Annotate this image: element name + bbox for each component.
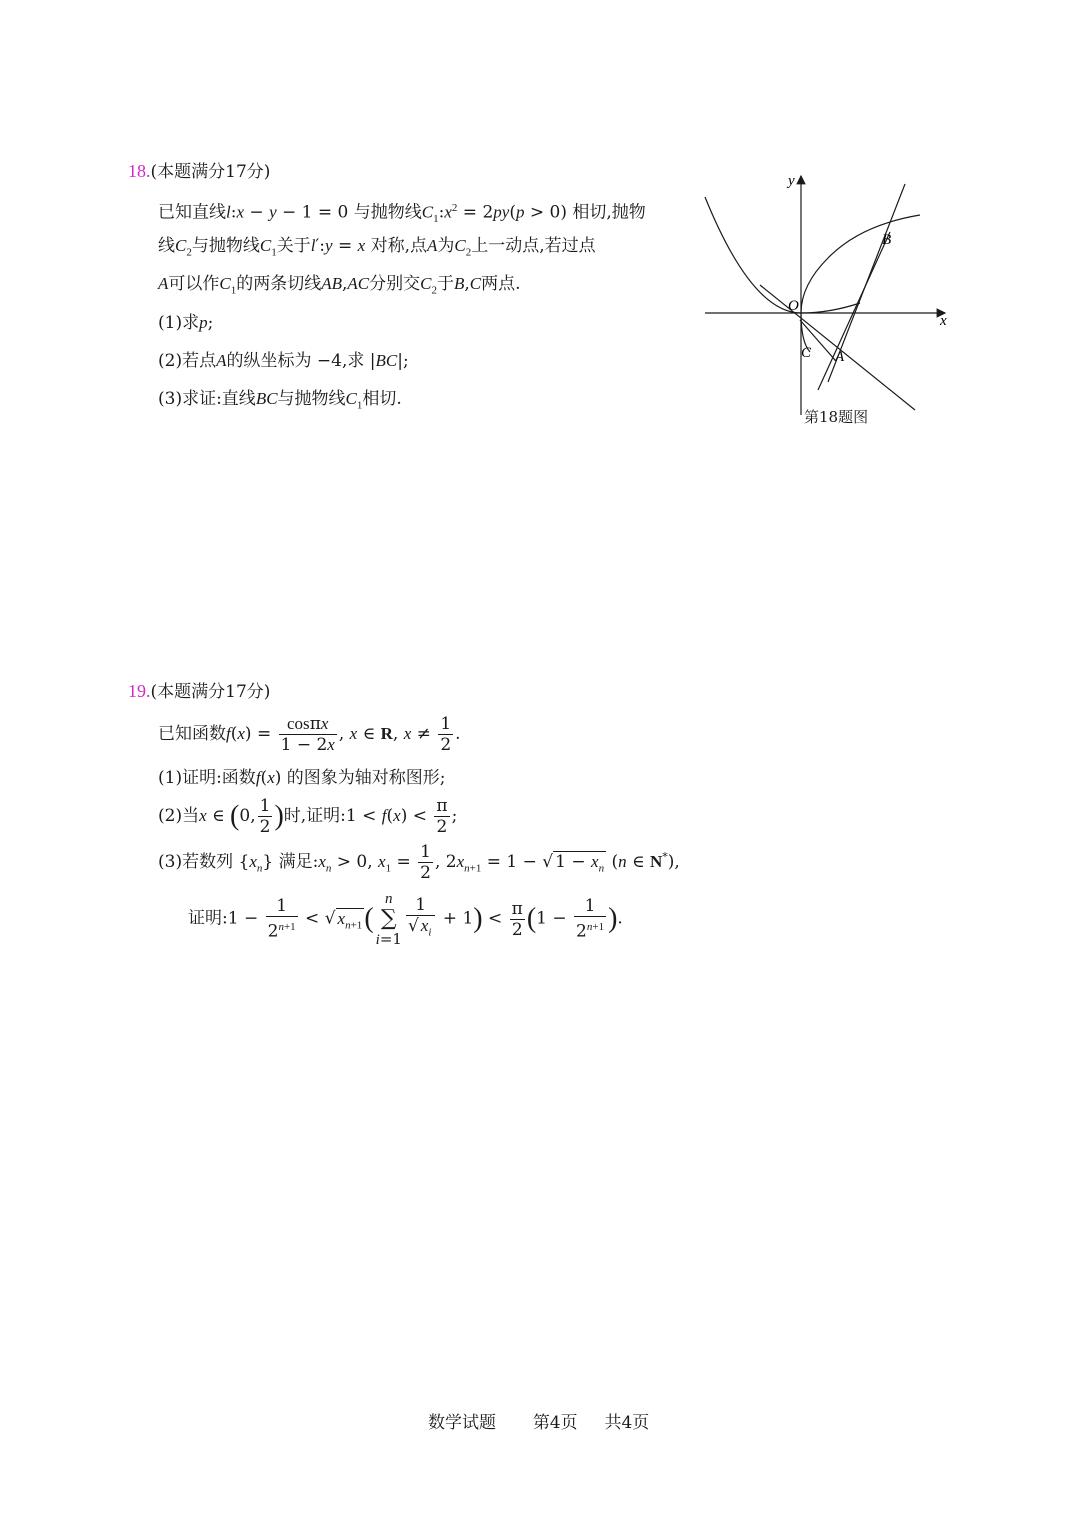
q18-header — [128, 160, 270, 183]
label-o: O — [788, 298, 799, 314]
q19-part1: (1)证明:函数f(x) 的图象为轴对称图形; — [158, 768, 446, 788]
q18-part3: (3)求证:直线BC与抛物线$C_1$相切. — [158, 389, 402, 412]
parabola-c2 — [801, 215, 920, 352]
q19-number: 19. — [128, 681, 151, 701]
label-y: y — [788, 173, 795, 189]
q18-number: 18. — [128, 161, 151, 181]
footer-subject: 数学试题 — [428, 1413, 496, 1433]
q18-stem-line2: 线$C_2$与抛物线$C_1$关于l′:y = x 对称,点A为$C_2$上一动点,若过点 — [158, 236, 596, 259]
label-x: x — [940, 313, 947, 329]
q19-stem: 已知函数f(x) = $\frac{\cos\pi x}{1 - 2x}$ , x ∈ R, x ≠ $\frac{1}{2}$ . — [158, 714, 461, 755]
label-a: A — [835, 349, 845, 365]
q19-part3: (3)若数列 $\{x_n\}$ 满足$:x_n > 0$, $x_1$ = $\frac{1}{2}$ , $2x_{n+1} = 1$ − √ $1 - x_n$ (n ∈ N*), — [158, 842, 680, 883]
footer — [428, 1408, 649, 1433]
q18-stem-line3: A可以作$C_1$的两条切线AB,AC分别交$C_2$于B,C两点. — [158, 274, 521, 297]
q19-part3-proof: 证明:1 − $\frac{1}{2^{n+1}}$ < √ $x_{n+1}$( n ∑ i=1 $\frac{1}{√ x_i}$ + 1) < $\frac{\pi}{2}$ (1 − $\frac{1}{2^{n+1}}$ ). — [188, 891, 623, 948]
q18-score: (本题满分17分) — [150, 162, 271, 182]
q18-stem-line1: 已知直线l:x − y − 1 = 0 与抛物线$C_1:x^2 = 2py(p > 0)$ 相切,抛物 — [158, 202, 646, 226]
label-c: C — [801, 345, 812, 361]
parabola-c1 — [705, 197, 860, 313]
q19-header — [128, 680, 270, 703]
q19-score: (本题满分17分) — [150, 682, 271, 702]
q19-part2: (2)当x ∈ (0, $\frac{1}{2}$ )时,证明:1 < f(x) < $\frac{\pi}{2}$ ; — [158, 796, 458, 837]
label-b: B — [882, 232, 892, 248]
footer-page: 第4页 — [532, 1413, 578, 1433]
q18-figure-caption: 第18题图 — [804, 408, 869, 426]
q18-part1: (1)求p; — [158, 313, 214, 333]
q18-figure — [700, 170, 960, 430]
footer-total: 共4页 — [604, 1413, 650, 1433]
q18-part2: (2)若点A的纵坐标为 −4,求 |BC|; — [158, 351, 409, 371]
